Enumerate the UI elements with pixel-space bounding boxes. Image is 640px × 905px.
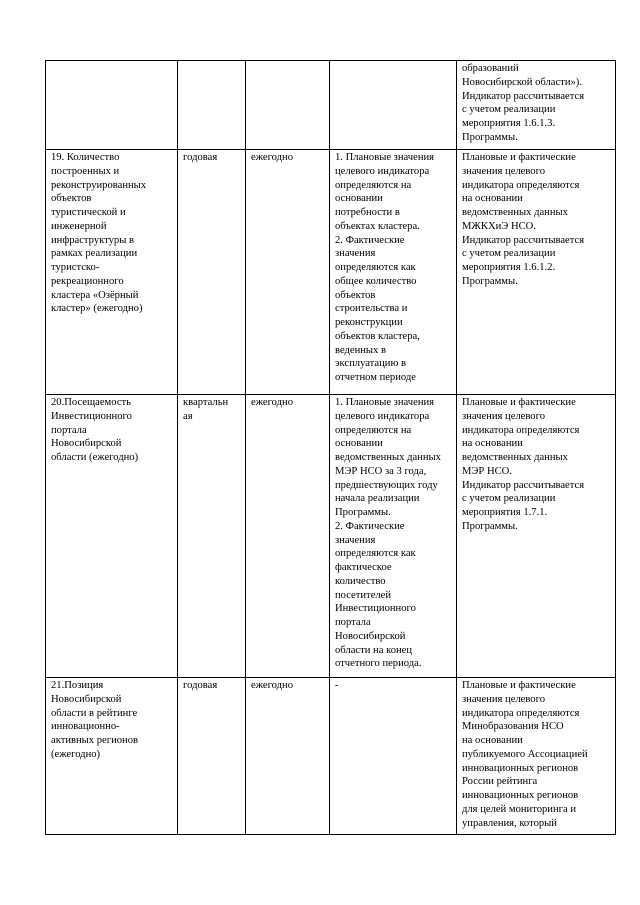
- periodicity-cell: годовая: [178, 678, 246, 835]
- frequency-cell: ежегодно: [246, 678, 330, 835]
- table-row: [46, 678, 616, 835]
- indicator-name-cell: 19. Количество построенных и реконструированных объектов туристической и инженерной инфраструктуры в рамках реализации туристско- рекреационного кластера «Озёрный кластер» (ежегодно): [46, 150, 178, 395]
- frequency-cell: [246, 61, 330, 150]
- periodicity-cell: годовая: [178, 150, 246, 395]
- table-row: [46, 61, 616, 150]
- indicators-table: [45, 60, 616, 835]
- table-row: [46, 395, 616, 678]
- table-row: [46, 150, 616, 395]
- periodicity-cell: [178, 61, 246, 150]
- method-cell: -: [330, 678, 457, 835]
- source-cell: образований Новосибирской области»). Индикатор рассчитывается с учетом реализации мероприятия 1.6.1.3. Программы.: [457, 61, 616, 150]
- source-cell: Плановые и фактические значения целевого индикатора определяются на основании ведомственных данных МЖКХиЭ НСО. Индикатор рассчитывается с учетом реализации мероприятия 1.6.1.2. Программы.: [457, 150, 616, 395]
- periodicity-cell: квартальн ая: [178, 395, 246, 678]
- indicator-name-cell: [46, 61, 178, 150]
- method-cell: 1. Плановые значения целевого индикатора определяются на основании ведомственных данных МЭР НСО за 3 года, предшествующих году начала реализации Программы. 2. Фактические значения определяются как фактическое количество посетителей Инвестиционного портала Новосибирской области на конец отчетного периода.: [330, 395, 457, 678]
- source-cell: Плановые и фактические значения целевого индикатора определяются на основании ведомственных данных МЭР НСО. Индикатор рассчитывается с учетом реализации мероприятия 1.7.1. Программы.: [457, 395, 616, 678]
- indicator-name-cell: 21.Позиция Новосибирской области в рейтинге инновационно- активных регионов (ежегодно): [46, 678, 178, 835]
- frequency-cell: ежегодно: [246, 395, 330, 678]
- source-cell: Плановые и фактические значения целевого индикатора определяются Минобразования НСО на основании публикуемого Ассоциацией инновационных регионов России рейтинга инновационных регионов для целей мониторинга и управления, который: [457, 678, 616, 835]
- method-cell: [330, 61, 457, 150]
- indicator-name-cell: 20.Посещаемость Инвестиционного портала Новосибирской области (ежегодно): [46, 395, 178, 678]
- method-cell: 1. Плановые значения целевого индикатора определяются на основании потребности в объектах кластера. 2. Фактические значения определяются как общее количество объектов строительства и реконструкции объектов кластера, веденных в эксплуатацию в отчетном периоде: [330, 150, 457, 395]
- frequency-cell: ежегодно: [246, 150, 330, 395]
